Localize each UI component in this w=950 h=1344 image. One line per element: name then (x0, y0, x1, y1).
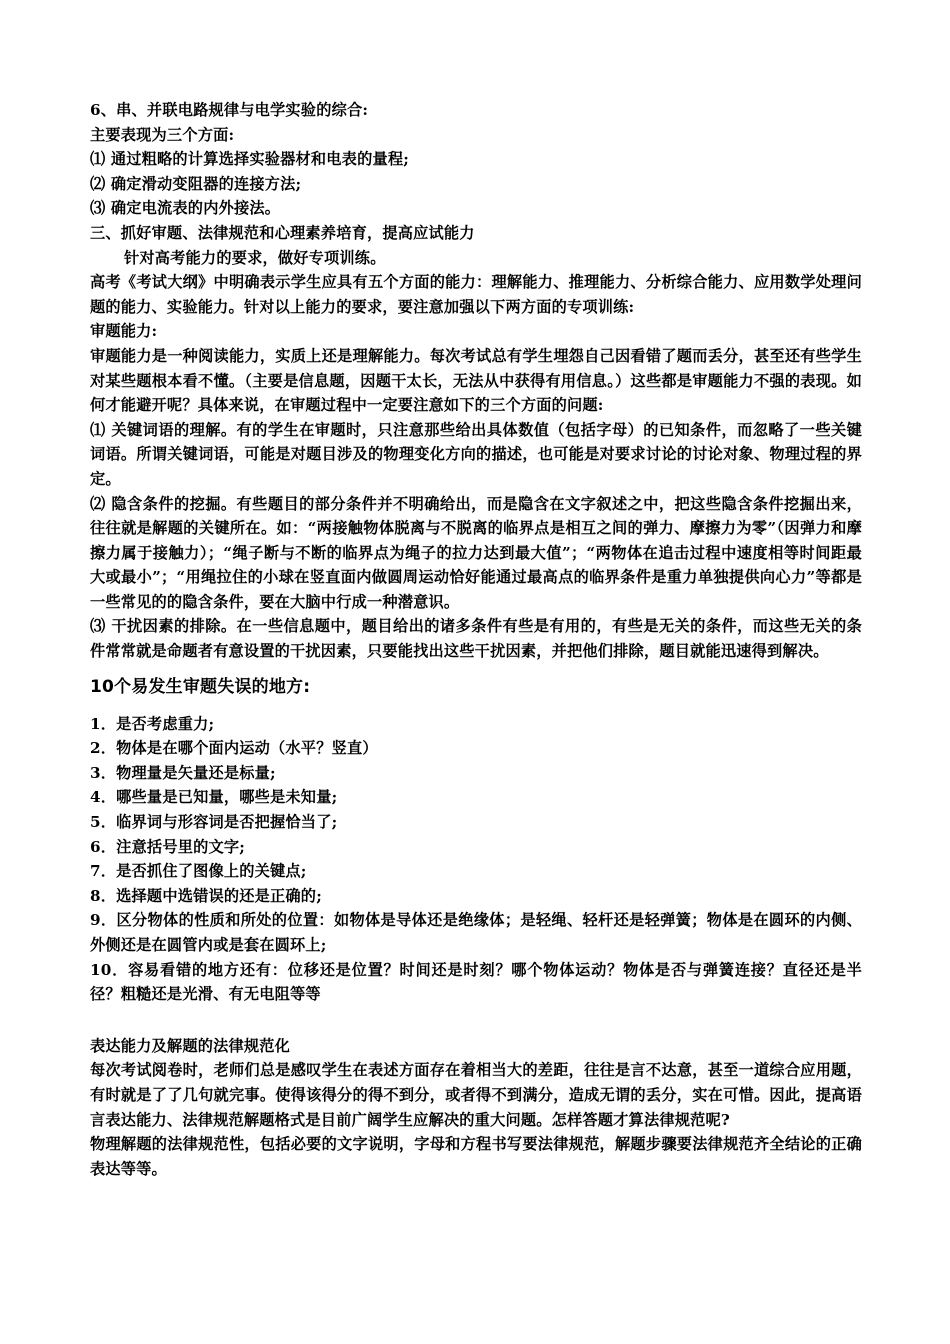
list-item: 8．选择题中选错误的还是正确的; (90, 886, 322, 905)
part3-item-2: ⑵ 隐含条件的挖掘。有些题目的部分条件并不明确给出，而是隐含在文字叙述之中，把这些隐含条件挖掘出来，往往就是解题的关键所在。如：“两接触物体脱离与不脱离的临界点是相互之间的弹力、摩擦力为零”（因弹力和摩擦力属于接触力）；“绳子断与不断的临界点为绳子的拉力达到最大值”；“两物体在追击过程中速度相等时间距最大或最小”；“用绳拉住的小球在竖直面内做圆周运动恰好能通过最高点的临界条件是重力单独提供向心力”等都是一些常见的的隐含条件，要在大脑中行成一种潜意识。 (90, 494, 862, 611)
section6-item-2: ⑵ 确定滑动变阻器的连接方法; (90, 174, 302, 193)
list-item: 5．临界词与形容词是否把握恰当了; (90, 813, 338, 832)
document-page (90, 98, 862, 1181)
part3-subtitle: 针对高考能力的要求，做好专项训练。 (124, 248, 386, 267)
part3-paragraph-2: 审题能力是一种阅读能力，实质上还是理解能力。每次考试总有学生埋怨自己因看错了题而丢分，甚至还有些学生对某些题根本看不懂。（主要是信息题，因题干太长，无法从中获得有用信息。）这些都是审题能力不强的表现。如何才能避开呢？具体来说，在审题过程中一定要注意如下的三个方面的问题: (90, 346, 862, 415)
list-item: 7．是否抓住了图像上的关键点; (90, 862, 307, 881)
section6-title: 6、串、并联电路规律与电学实验的综合: (90, 101, 369, 119)
ten-mistakes-list (90, 712, 862, 1007)
part3-paragraph-1: 高考《考试大纲》中明确表示学生应具有五个方面的能力：理解能力、推理能力、分析综合能力、应用数学处理问题的能力、实验能力。针对以上能力的要求，要注意加强以下两方面的专项训练: (90, 273, 862, 316)
list-item: 2．物体是在哪个面内运动（水平？竖直） (90, 739, 378, 758)
expression-heading: 表达能力及解题的法律规范化 (90, 1036, 291, 1055)
list-item: 3．物理量是矢量还是标量; (90, 763, 276, 782)
ten-mistakes-heading: 10个易发生审题失误的地方: (90, 676, 311, 697)
section6-intro: 主要表现为三个方面: (90, 125, 235, 144)
expression-paragraph-1: 每次考试阅卷时，老师们总是感叹学生在表述方面存在着相当大的差距，往往是言不达意，甚至一道综合应用题，有时就是了了几句就完事。使得该得分的得不到分，或者得不到满分，造成无谓的丢分，实在可惜。因此，提高语言表达能力、法律规范解题格式是目前广阔学生应解决的重大问题。怎样答题才算法律规范呢? (90, 1061, 862, 1129)
part3-title: 三、抓好审题、法律规范和心理素养培育，提高应试能力 (90, 223, 475, 242)
list-item: 10．容易看错的地方还有：位移还是位置？时间还是时刻？哪个物体运动？物体是否与弹簧连接？直径还是半径？粗糙还是光滑、有无电阻等等 (90, 960, 862, 1004)
list-item: 1．是否考虑重力; (90, 714, 215, 733)
section6-item-1: ⑴ 通过粗略的计算选择实验器材和电表的量程; (90, 150, 410, 169)
spacer (90, 1007, 862, 1034)
list-item: 6．注意括号里的文字; (90, 837, 246, 856)
list-item: 9．区分物体的性质和所处的位置：如物体是导体还是绝缘体；是轻绳、轻杆还是轻弹簧；物体是在圆环的内侧、外侧还是在圆管内或是套在圆环上; (90, 911, 862, 954)
list-item: 4．哪些量是已知量，哪些是未知量; (90, 788, 338, 807)
expression-paragraph-2: 物理解题的法律规范性，包括必要的文字说明，字母和方程书写要法律规范，解题步骤要法律规范齐全结论的正确表达等等。 (90, 1135, 862, 1178)
section6-item-3: ⑶ 确定电流表的内外接法。 (90, 199, 281, 218)
shenti-label: 审题能力: (90, 322, 158, 341)
part3-item-1: ⑴ 关键词语的理解。有的学生在审题时，只注意那些给出具体数值（包括字母）的已知条件，而忽略了一些关键词语。所谓关键词语，可能是对题目涉及的物理变化方向的描述，也可能是对要求讨论的讨论对象、物理过程的界定。 (90, 420, 862, 488)
part3-item-3: ⑶ 干扰因素的排除。在一些信息题中，题目给出的诸多条件有些是有用的，有些是无关的条件，而这些无关的条件常常就是命题者有意设置的干扰因素，只要能找出这些干扰因素，并把他们排除，题目就能迅速得到解决。 (90, 617, 862, 661)
